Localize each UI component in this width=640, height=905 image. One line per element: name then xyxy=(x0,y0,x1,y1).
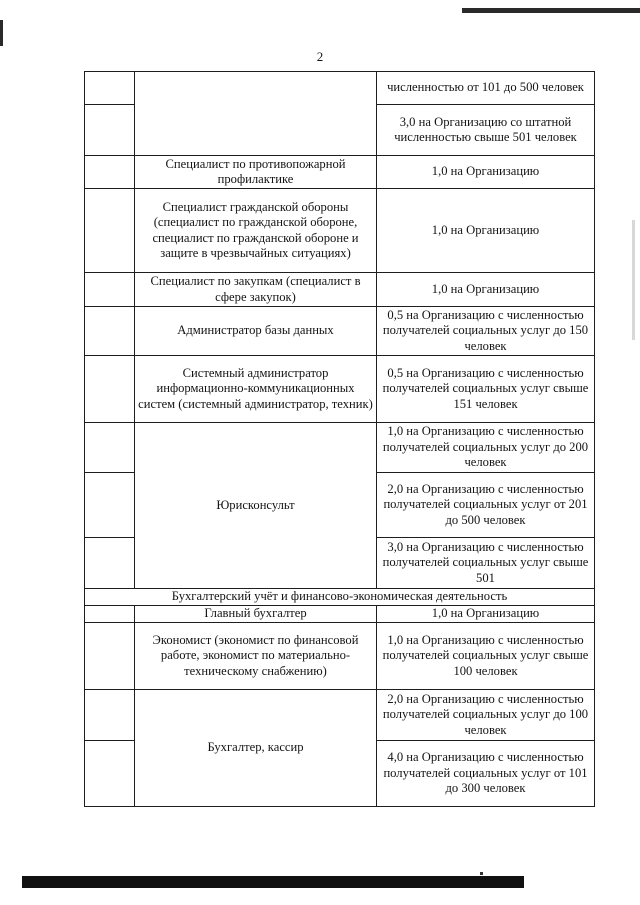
table-row xyxy=(85,72,595,105)
table-row xyxy=(85,423,595,473)
norm-cell: 3,0 на Организацию со штатной численностью свыше 501 человек xyxy=(377,105,595,156)
norm-cell: 2,0 на Организацию с численностью получателей социальных услуг до 100 человек xyxy=(377,690,595,741)
row-number-cell xyxy=(85,273,135,307)
table-row xyxy=(85,273,595,307)
position-cell: Специалист гражданской обороны (специалист по гражданской обороне, специалист по гражданской обороне и защите в чрезвычайных ситуациях) xyxy=(135,189,377,273)
scan-speck xyxy=(480,872,483,875)
norm-cell: 3,0 на Организацию с численностью получателей социальных услуг свыше 501 xyxy=(377,538,595,589)
row-number-cell xyxy=(85,606,135,623)
norm-cell: 1,0 на Организацию с численностью получателей социальных услуг до 200 человек xyxy=(377,423,595,473)
norm-cell: численностью от 101 до 500 человек xyxy=(377,72,595,105)
table-row xyxy=(85,589,595,606)
table-row xyxy=(85,356,595,423)
table-row xyxy=(85,156,595,189)
norm-cell: 1,0 на Организацию с численностью получателей социальных услуг свыше 100 человек xyxy=(377,623,595,690)
table-row xyxy=(85,606,595,623)
table-row xyxy=(85,189,595,273)
row-number-cell xyxy=(85,423,135,473)
norm-cell: 1,0 на Организацию xyxy=(377,273,595,307)
row-number-cell xyxy=(85,690,135,741)
scan-edge-mark xyxy=(462,8,640,13)
position-cell: Специалист по закупкам (специалист в сфере закупок) xyxy=(135,273,377,307)
norm-cell: 1,0 на Организацию xyxy=(377,156,595,189)
position-cell: Главный бухгалтер xyxy=(135,606,377,623)
section-header: Бухгалтерский учёт и финансово-экономическая деятельность xyxy=(85,589,595,606)
norm-cell: 1,0 на Организацию xyxy=(377,189,595,273)
row-number-cell xyxy=(85,156,135,189)
row-number-cell xyxy=(85,623,135,690)
norm-cell: 0,5 на Организацию с численностью получателей социальных услуг свыше 151 человек xyxy=(377,356,595,423)
staffing-table xyxy=(84,71,595,807)
row-number-cell xyxy=(85,72,135,105)
position-cell: Бухгалтер, кассир xyxy=(135,690,377,807)
norm-cell: 0,5 на Организацию с численностью получателей социальных услуг до 150 человек xyxy=(377,307,595,356)
page-number: 2 xyxy=(316,49,324,64)
norm-cell: 1,0 на Организацию xyxy=(377,606,595,623)
row-number-cell xyxy=(85,105,135,156)
position-cell: Администратор базы данных xyxy=(135,307,377,356)
position-cell xyxy=(135,72,377,156)
scan-edge-mark xyxy=(0,20,3,46)
row-number-cell xyxy=(85,473,135,538)
scan-bottom-bar xyxy=(22,876,524,888)
row-number-cell xyxy=(85,189,135,273)
position-cell: Специалист по противопожарной профилактике xyxy=(135,156,377,189)
table-row xyxy=(85,623,595,690)
position-cell: Экономист (экономист по финансовой работе, экономист по материально-техническому снабжению) xyxy=(135,623,377,690)
row-number-cell xyxy=(85,741,135,807)
row-number-cell xyxy=(85,356,135,423)
table-row xyxy=(85,690,595,741)
row-number-cell xyxy=(85,538,135,589)
scan-edge-mark xyxy=(632,220,635,340)
table-row xyxy=(85,307,595,356)
position-cell: Системный администратор информационно-коммуникационных систем (системный администратор, техник) xyxy=(135,356,377,423)
norm-cell: 2,0 на Организацию с численностью получателей социальных услуг от 201 до 500 человек xyxy=(377,473,595,538)
position-cell: Юрисконсульт xyxy=(135,423,377,589)
norm-cell: 4,0 на Организацию с численностью получателей социальных услуг от 101 до 300 человек xyxy=(377,741,595,807)
row-number-cell xyxy=(85,307,135,356)
